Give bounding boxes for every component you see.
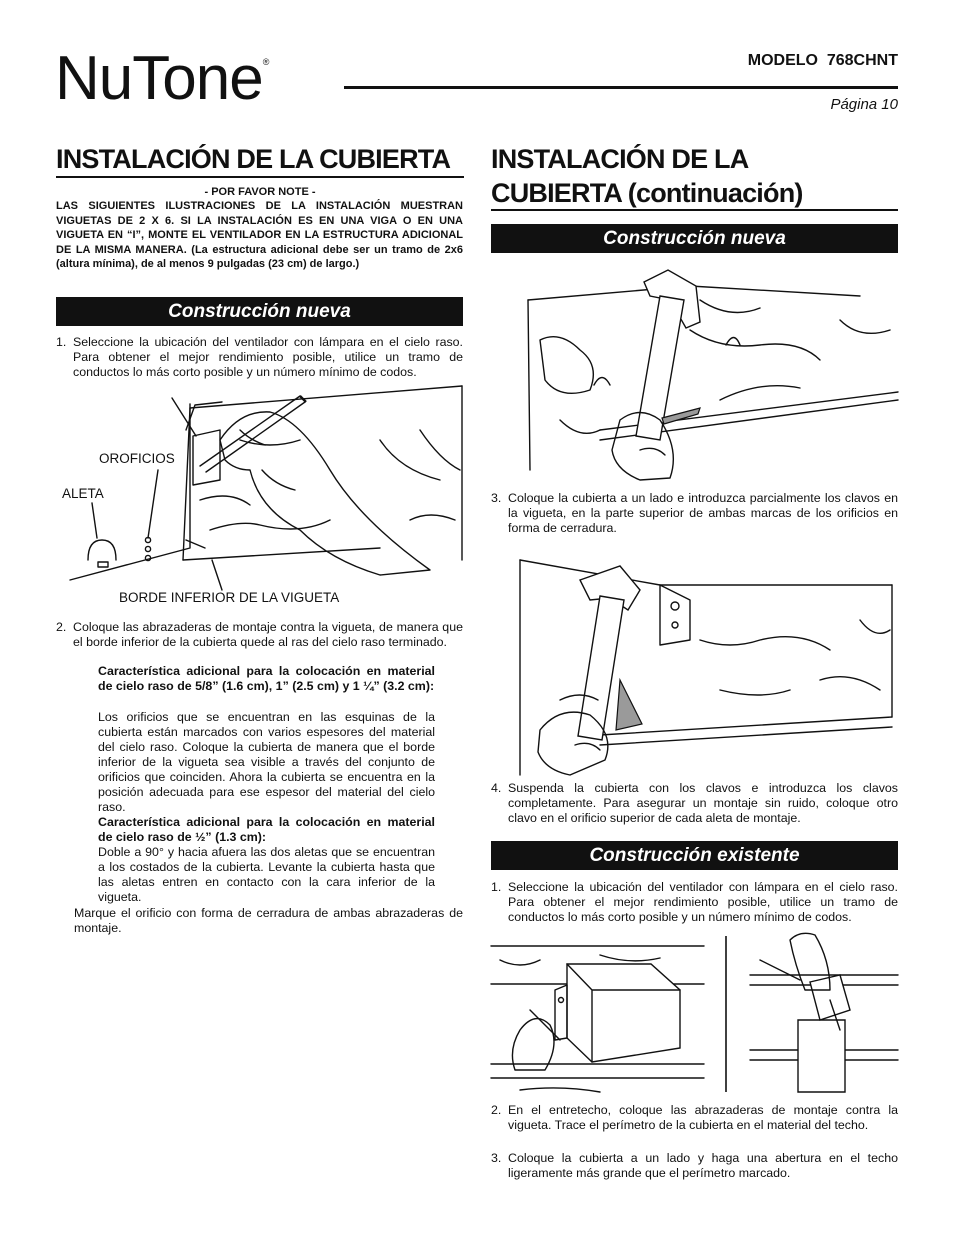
note-body: LAS SIGUIENTES ILUSTRACIONES DE LA INSTALACIÓN MUESTRAN VIGUETAS DE 2 X 6. SI LA INSTALACIÓN ES EN UNA VIGA O EN UNA VIGUETA EN “I”, MONTE EL VENTILADOR EN LA ESTRUCTURA ADICIONAL DE LA MISMA MANERA. (La estructura adicional debe ser un tramo de 2x6 (altura mínima), de al menos 9 pulgadas (23 cm) de largo.) [56, 200, 463, 270]
mark-instruction: Marque el orificio con forma de cerradura de ambas abrazaderas de montaje. [74, 906, 463, 935]
section-bar-new-right: Construcción nueva [491, 224, 898, 253]
step-text: Coloque las abrazaderas de montaje contra la vigueta, de manera que el borde inferior de la cubierta quede al ras del cielo raso terminado. [73, 620, 463, 649]
step-number: 2. [56, 620, 67, 634]
step-number: 1. [56, 335, 67, 349]
step-ex2-right [491, 1103, 898, 1133]
step-number: 2. [491, 1103, 502, 1117]
left-title: INSTALACIÓN DE LA CUBIERTA [56, 144, 451, 174]
right-title-line-1: INSTALACIÓN DE LA [491, 144, 749, 174]
step-number: 3. [491, 491, 502, 505]
step-text: Suspenda la cubierta con los clavos e introduzca los clavos completamente. Para asegurar un montaje sin ruido, coloque otro clavo en el orificio superior de cada aleta de montaje. [508, 781, 898, 825]
feature-1-body: Los orificios que se encuentran en las esquinas de la cubierta están marcados con varios espesores del material del cielo raso. Coloque la cubierta de manera que el borde inferior de la vigueta sea visible a través del conjunto de orificios que coinciden. Ahora la cubierta se encuentra en la posición adecuada para ese espesor del material del cielo raso. [98, 710, 435, 814]
step-text: Coloque la cubierta a un lado y haga una abertura en el techo ligeramente más grande que el perímetro marcado. [508, 1151, 898, 1180]
feature-2-body: Doble a 90° y hacia afuera las dos aletas que se encuentran a los costados de la cubierta. Levante la cubierta hasta que las aletas entren en contacto con la cara inferior de la vigueta. [98, 845, 435, 904]
step-number: 4. [491, 781, 502, 795]
label-orificios: OROFICIOS [99, 451, 175, 466]
nutone-logo: NuTone® [55, 44, 269, 113]
feature-2-title: Característica adicional para la colocación en material de cielo raso de ½” (1.3 cm): [98, 815, 435, 844]
step-number: 3. [491, 1151, 502, 1165]
label-aleta: ALETA [62, 486, 104, 501]
feature-1-title: Característica adicional para la colocación en material de cielo raso de 5/8” (1.6 cm), 1” (2.5 cm) y 1 ¼” (3.2 cm): [98, 664, 435, 693]
model-number: MODELO 768CHNT [747, 52, 898, 69]
step-ex3-right [491, 1151, 898, 1181]
page-number: Página 10 [830, 96, 898, 113]
right-title-line-2: CUBIERTA (continuación) [491, 178, 803, 208]
step-number: 1. [491, 880, 502, 894]
step-text: En el entretecho, coloque las abrazaderas de montaje contra la vigueta. Trace el perímetro de la cubierta en el material del techo. [508, 1103, 898, 1132]
note-title: - POR FAVOR NOTE - [204, 186, 316, 198]
step-text: Seleccione la ubicación del ventilador con lámpara en el cielo raso. Para obtener el mejor rendimiento posible, utilice un tramo de conductos lo más corto posible y un número mínimo de codos. [508, 880, 898, 924]
label-borde: BORDE INFERIOR DE LA VIGUETA [119, 590, 340, 605]
step-text: Seleccione la ubicación del ventilador con lámpara en el cielo raso. Para obtener el mejor rendimiento posible, utilice un tramo de conductos lo más corto posible y un número mínimo de codos. [73, 335, 463, 379]
step-text: Coloque la cubierta a un lado e introduzca parcialmente los clavos en la vigueta, en la parte superior de ambas marcas de los orificios en forma de cerradura. [508, 491, 898, 535]
section-bar-new-left: Construcción nueva [56, 297, 463, 326]
section-bar-existing: Construcción existente [491, 841, 898, 870]
